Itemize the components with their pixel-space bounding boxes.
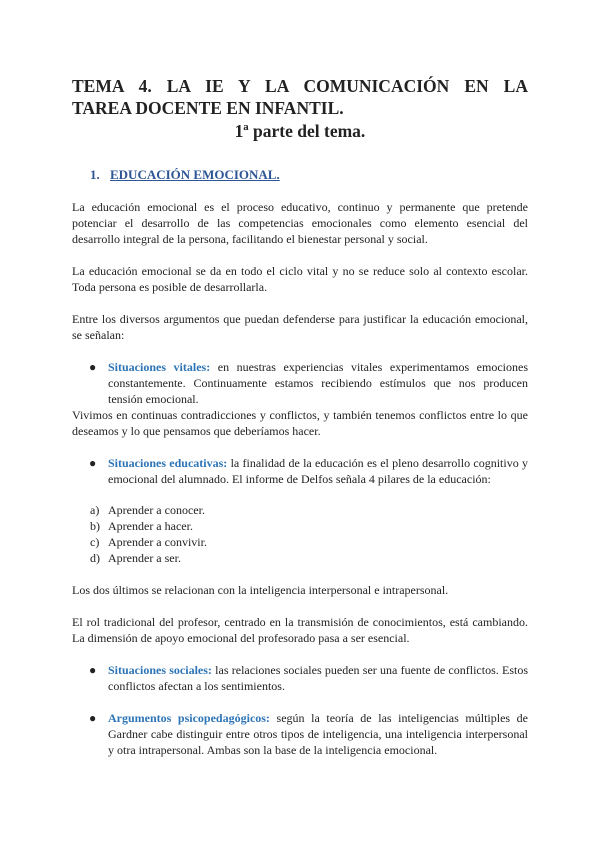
bullet-key: Situaciones sociales: (108, 663, 212, 677)
list-item-label: a) (90, 503, 100, 517)
list-item-label: d) (90, 551, 100, 565)
document-title-line-1: TEMA 4. LA IE Y LA COMUNICACIÓN EN LA (72, 76, 528, 96)
bullet-key: Argumentos psicopedagógicos: (108, 711, 270, 725)
bullet-dot-icon: ● (89, 663, 97, 677)
bullet-text: las relaciones sociales pueden ser una fuente de conflictos. Estos conflictos afectan a los sentimientos. (108, 663, 528, 693)
paragraph-life-cycle: La educación emocional se da en todo el ciclo vital y no se reduce solo al contexto escolar. Toda persona es posible de desarrollarla. (72, 264, 528, 294)
bullet-item (89, 662, 528, 694)
list-item-text: Aprender a convivir. (108, 535, 207, 549)
document-title-line-2: TAREA DOCENTE EN INFANTIL. (72, 98, 344, 118)
list-item-text: Aprender a hacer. (108, 519, 193, 533)
section-heading (90, 166, 280, 184)
bullet-dot-icon: ● (89, 711, 97, 725)
document-subtitle: 1ª parte del tema. (234, 121, 366, 141)
bullet-item (89, 455, 528, 487)
bullet-item (89, 710, 528, 758)
bullet-text: según la teoría de las inteligencias múltiples de Gardner cabe distinguir entre otros tipos de inteligencia, una inteligencia interpersonal y otra intrapersonal. Ambas son la base de la inteligencia emocional. (108, 711, 528, 757)
bullet-dot-icon: ● (89, 456, 97, 470)
list-item-text: Aprender a ser. (108, 551, 181, 565)
bullet-key: Situaciones educativas: (108, 456, 228, 470)
bullet-key: Situaciones vitales: (108, 360, 211, 374)
paragraph-arguments-intro: Entre los diversos argumentos que puedan defenderse para justificar la educación emocional, se señalan: (72, 312, 528, 342)
list-item-label: c) (90, 535, 100, 549)
list-item-text: Aprender a conocer. (108, 503, 205, 517)
bullet-text: la finalidad de la educación es el pleno desarrollo cognitivo y emocional del alumnado. El informe de Delfos señala 4 pilares de la educación: (108, 456, 528, 486)
paragraph-interpersonal: Los dos últimos se relacionan con la inteligencia interpersonal e intrapersonal. (72, 583, 449, 597)
bullet-item (89, 359, 528, 407)
bullet-dot-icon: ● (89, 360, 97, 374)
paragraph-teacher-role: El rol tradicional del profesor, centrado en la transmisión de conocimientos, está cambiando. La dimensión de apoyo emocional del profesorado pasa a ser esencial. (72, 615, 528, 645)
list-item-label: b) (90, 519, 100, 533)
section-number: 1. (90, 167, 100, 182)
section-heading-text: EDUCACIÓN EMOCIONAL. (110, 167, 280, 182)
bullet-text: en nuestras experiencias vitales experimentamos emociones constantemente. Continuamente estamos recibiendo estímulos que nos producen tensión emocional. (108, 360, 528, 406)
paragraph-definition: La educación emocional es el proceso educativo, continuo y permanente que pretende potenciar el desarrollo de las competencias emocionales como elemento esencial del desarrollo integral de la persona, facilitando el bienestar personal y social. (72, 200, 528, 246)
paragraph-contradictions: Vivimos en continuas contradicciones y conflictos, y también tenemos conflictos entre lo que deseamos y lo que pensamos que deberíamos hacer. (72, 408, 528, 438)
